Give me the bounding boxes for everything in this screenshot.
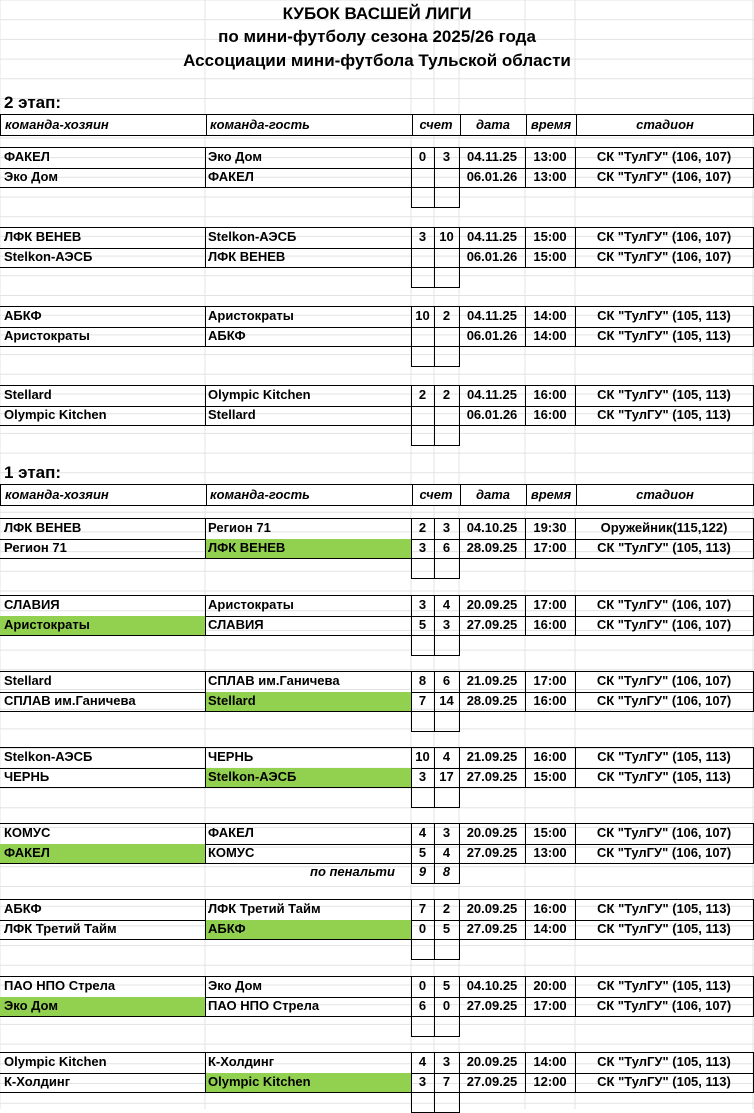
home-team: Аристократы — [4, 616, 90, 632]
column-border — [525, 306, 526, 346]
match-date: 04.10.25 — [466, 978, 518, 993]
match-date: 06.01.26 — [466, 406, 518, 422]
row-border — [0, 787, 754, 788]
score-box-bottom — [411, 445, 460, 446]
away-team: СЛАВИЯ — [208, 616, 264, 632]
row-border — [0, 267, 754, 268]
column-border — [575, 227, 576, 267]
column-border — [205, 823, 206, 863]
away-team: ФАКЕЛ — [208, 168, 254, 184]
stadium: СК "ТулГУ" (106, 107) — [596, 825, 732, 840]
away-team: Аристократы — [208, 597, 294, 612]
match-time: 13:00 — [533, 168, 567, 184]
score-border — [434, 518, 435, 578]
match-time: 16:00 — [533, 692, 567, 708]
score-home: 5 — [418, 616, 427, 632]
column-border — [205, 899, 206, 939]
column-border — [525, 147, 526, 187]
score-border — [411, 671, 412, 731]
stadium: СК "ТулГУ" (106, 107) — [596, 229, 732, 244]
column-border — [205, 671, 206, 711]
column-border — [525, 227, 526, 267]
away-team: ПАО НПО Стрела — [208, 997, 320, 1013]
score-border — [459, 518, 460, 578]
score-away: 0 — [442, 997, 451, 1013]
score-border — [459, 227, 460, 287]
away-team: Olympic Kitchen — [208, 1073, 311, 1089]
home-team: Olympic Kitchen — [4, 406, 107, 422]
match-time: 16:00 — [533, 406, 567, 422]
column-border — [205, 518, 206, 558]
away-team: ФАКЕЛ — [208, 825, 254, 840]
column-header-score: счет — [419, 487, 453, 502]
score-home: 6 — [418, 997, 427, 1013]
score-border — [434, 306, 435, 366]
match-time: 17:00 — [533, 997, 567, 1013]
column-border — [205, 385, 206, 425]
match-date: 06.01.26 — [466, 168, 518, 184]
match-date: 20.09.25 — [466, 901, 518, 916]
score-away: 6 — [442, 673, 451, 688]
match-date: 27.09.25 — [466, 768, 518, 784]
match-date: 21.09.25 — [466, 749, 518, 764]
column-header-home: команда-хозяин — [5, 117, 109, 132]
stage-label: 2 этап: — [4, 93, 62, 112]
stadium: СК "ТулГУ" (106, 107) — [596, 597, 732, 612]
score-border — [459, 899, 460, 959]
match-time: 15:00 — [533, 768, 567, 784]
column-header-stadium: стадион — [636, 117, 694, 132]
score-home: 10 — [415, 749, 430, 764]
column-border — [575, 147, 576, 187]
away-team: Stellard — [208, 406, 256, 422]
column-border — [205, 595, 206, 635]
away-team: Stelkon-АЭСБ — [208, 768, 297, 784]
stadium: СК "ТулГУ" (105, 113) — [597, 749, 731, 764]
score-away: 10 — [439, 229, 454, 244]
column-border — [205, 976, 206, 1016]
score-away: 3 — [442, 149, 451, 164]
score-away: 7 — [442, 1073, 451, 1089]
column-border — [575, 306, 576, 346]
header-divider — [412, 115, 413, 135]
score-border — [434, 595, 435, 655]
page-title: КУБОК ВАСШЕЙ ЛИГИ — [282, 4, 472, 23]
match-date: 04.11.25 — [467, 229, 517, 244]
home-team: Stelkon-АЭСБ — [4, 248, 93, 264]
home-team: Olympic Kitchen — [4, 1054, 107, 1069]
column-header-date: дата — [475, 487, 511, 502]
column-border — [525, 518, 526, 558]
match-time: 14:00 — [533, 327, 567, 343]
row-border — [0, 1092, 754, 1093]
column-border — [525, 385, 526, 425]
home-team: ЛФК ВЕНЕВ — [4, 229, 82, 244]
score-away: 14 — [439, 692, 454, 708]
score-border — [411, 899, 412, 959]
away-team: ЧЕРНЬ — [208, 749, 254, 764]
home-team: АБКФ — [4, 901, 42, 916]
column-border — [575, 518, 576, 558]
stadium: СК "ТулГУ" (105, 113) — [597, 1073, 731, 1089]
score-home: 0 — [418, 920, 427, 936]
stadium: СК "ТулГУ" (106, 107) — [596, 149, 732, 164]
away-team: Регион 71 — [208, 520, 271, 535]
home-team: СПЛАВ им.Ганичева — [4, 692, 136, 708]
match-date: 04.10.25 — [466, 520, 518, 535]
score-away: 5 — [442, 920, 451, 936]
header-divider — [526, 485, 527, 505]
column-border — [575, 976, 576, 1016]
home-team: Регион 71 — [4, 539, 67, 555]
row-border — [0, 346, 754, 347]
score-away: 3 — [442, 520, 451, 535]
match-date: 06.01.26 — [466, 248, 518, 264]
score-border — [434, 147, 435, 207]
score-border — [411, 306, 412, 366]
column-border — [575, 899, 576, 939]
score-home: 2 — [418, 520, 427, 535]
match-time: 13:00 — [533, 844, 567, 860]
column-header-row — [0, 484, 754, 506]
score-home: 4 — [418, 825, 427, 840]
score-box-bottom — [411, 287, 460, 288]
column-header-time: время — [530, 117, 572, 132]
match-date: 20.09.25 — [466, 825, 518, 840]
match-time: 16:00 — [533, 901, 567, 916]
score-home: 3 — [418, 597, 427, 612]
score-border — [434, 747, 435, 807]
column-border — [525, 595, 526, 635]
score-home: 7 — [418, 901, 427, 916]
row-border — [0, 635, 754, 636]
column-header-home: команда-хозяин — [5, 487, 109, 502]
penalty-score-home: 9 — [418, 864, 427, 879]
column-header-time: время — [530, 487, 572, 502]
match-date: 27.09.25 — [466, 997, 518, 1013]
score-home: 4 — [418, 1054, 427, 1069]
score-away: 3 — [442, 1054, 451, 1069]
score-box-bottom — [411, 959, 460, 960]
column-border — [575, 595, 576, 635]
score-border — [411, 747, 412, 807]
score-border — [459, 385, 460, 445]
score-border — [411, 227, 412, 287]
match-date: 04.11.25 — [467, 387, 517, 402]
match-date: 20.09.25 — [466, 1054, 518, 1069]
column-border — [525, 976, 526, 1016]
stadium: СК "ТулГУ" (105, 113) — [597, 920, 731, 936]
home-team: ЛФК ВЕНЕВ — [4, 520, 82, 535]
away-team: Эко Дом — [208, 149, 262, 164]
home-team: Stellard — [4, 673, 52, 688]
match-time: 16:00 — [533, 749, 567, 764]
score-box-bottom — [411, 655, 460, 656]
match-date: 28.09.25 — [466, 539, 518, 555]
match-time: 14:00 — [533, 920, 567, 936]
match-time: 14:00 — [533, 308, 567, 323]
score-box-bottom — [411, 1036, 460, 1037]
score-home: 7 — [418, 692, 427, 708]
score-box-bottom — [411, 207, 460, 208]
stadium: СК "ТулГУ" (105, 113) — [597, 406, 731, 422]
away-team: ЛФК ВЕНЕВ — [208, 539, 286, 555]
score-away: 17 — [439, 768, 454, 784]
column-border — [525, 823, 526, 863]
home-team: КОМУС — [4, 825, 51, 840]
away-team: К-Холдинг — [208, 1054, 275, 1069]
score-border — [434, 671, 435, 731]
column-header-away: команда-гость — [210, 117, 310, 132]
away-team: ЛФК Третий Тайм — [208, 901, 321, 916]
column-border — [525, 1052, 526, 1092]
column-border — [575, 385, 576, 425]
score-border — [411, 595, 412, 655]
away-team: АБКФ — [208, 327, 246, 343]
score-box-bottom — [411, 883, 460, 884]
score-away: 2 — [442, 901, 451, 916]
score-border — [459, 823, 460, 883]
score-away: 4 — [442, 844, 451, 860]
match-time: 17:00 — [533, 597, 567, 612]
stadium: СК "ТулГУ" (106, 107) — [596, 844, 732, 860]
home-team: ЧЕРНЬ — [4, 768, 50, 784]
home-team: Stellard — [4, 387, 52, 402]
column-border — [575, 671, 576, 711]
away-team: Olympic Kitchen — [208, 387, 311, 402]
score-border — [411, 976, 412, 1036]
header-divider — [576, 485, 577, 505]
row-border — [0, 939, 754, 940]
match-date: 20.09.25 — [466, 597, 518, 612]
match-date: 21.09.25 — [466, 673, 518, 688]
stadium: СК "ТулГУ" (106, 107) — [596, 616, 732, 632]
score-box-bottom — [411, 366, 460, 367]
score-home: 3 — [418, 539, 427, 555]
stadium: СК "ТулГУ" (105, 113) — [597, 327, 731, 343]
score-away: 3 — [442, 616, 451, 632]
row-border — [0, 558, 754, 559]
home-team: ПАО НПО Стрела — [4, 978, 116, 993]
stage-label: 1 этап: — [4, 463, 62, 482]
away-team: ЛФК ВЕНЕВ — [208, 248, 286, 264]
score-home: 3 — [418, 229, 427, 244]
score-border — [459, 306, 460, 366]
column-border — [575, 747, 576, 787]
match-date: 04.11.25 — [467, 149, 517, 164]
score-box-bottom — [411, 1112, 460, 1113]
home-team: К-Холдинг — [4, 1073, 71, 1089]
column-header-row — [0, 114, 754, 136]
score-border — [459, 147, 460, 207]
score-away: 3 — [442, 825, 451, 840]
match-time: 15:00 — [533, 248, 567, 264]
home-team: Эко Дом — [4, 997, 58, 1013]
match-time: 15:00 — [533, 229, 567, 244]
stadium: СК "ТулГУ" (105, 113) — [597, 387, 731, 402]
page-subtitle: по мини-футболу сезона 2025/26 года — [218, 27, 536, 46]
stadium: Оружейник(115,122) — [600, 520, 728, 535]
match-date: 28.09.25 — [466, 692, 518, 708]
match-date: 27.09.25 — [466, 920, 518, 936]
score-home: 3 — [418, 768, 427, 784]
stadium: СК "ТулГУ" (105, 113) — [597, 539, 731, 555]
score-away: 2 — [442, 387, 451, 402]
penalty-label: по пенальти — [310, 864, 395, 879]
score-box-bottom — [411, 731, 460, 732]
penalty-score-away: 8 — [442, 864, 451, 879]
match-time: 13:00 — [533, 149, 567, 164]
column-header-away: команда-гость — [210, 487, 310, 502]
column-border — [525, 671, 526, 711]
home-team: АБКФ — [4, 308, 42, 323]
header-divider — [526, 115, 527, 135]
score-border — [434, 385, 435, 445]
stadium: СК "ТулГУ" (106, 107) — [596, 168, 732, 184]
home-team: ФАКЕЛ — [4, 844, 50, 860]
score-border — [459, 595, 460, 655]
score-border — [459, 671, 460, 731]
stadium: СК "ТулГУ" (105, 113) — [597, 978, 731, 993]
header-divider — [412, 485, 413, 505]
score-border — [411, 823, 412, 883]
score-home: 0 — [418, 978, 427, 993]
score-border — [434, 1052, 435, 1112]
stadium: СК "ТулГУ" (105, 113) — [597, 768, 731, 784]
home-team: ФАКЕЛ — [4, 149, 50, 164]
away-team: Stelkon-АЭСБ — [208, 229, 297, 244]
score-home: 0 — [418, 149, 427, 164]
match-time: 20:00 — [533, 978, 567, 993]
score-away: 5 — [442, 978, 451, 993]
home-team: Stelkon-АЭСБ — [4, 749, 93, 764]
score-border — [411, 518, 412, 578]
match-date: 04.11.25 — [467, 308, 517, 323]
row-border — [0, 187, 754, 188]
score-border — [434, 823, 435, 883]
page-subtitle-org: Ассоциации мини-футбола Тульской области — [183, 51, 571, 70]
score-home: 3 — [418, 1073, 427, 1089]
match-time: 16:00 — [533, 616, 567, 632]
score-away: 2 — [442, 308, 451, 323]
score-border — [459, 976, 460, 1036]
column-border — [205, 227, 206, 267]
score-away: 6 — [442, 539, 451, 555]
stadium: СК "ТулГУ" (106, 107) — [596, 248, 732, 264]
column-border — [575, 823, 576, 863]
score-away: 4 — [442, 597, 451, 612]
score-border — [434, 976, 435, 1036]
stadium: СК "ТулГУ" (106, 107) — [596, 692, 732, 708]
match-date: 27.09.25 — [466, 844, 518, 860]
score-border — [459, 1052, 460, 1112]
away-team: Stellard — [208, 692, 256, 708]
home-team: ЛФК Третий Тайм — [4, 920, 117, 936]
match-date: 06.01.26 — [466, 327, 518, 343]
match-date: 27.09.25 — [466, 616, 518, 632]
home-team: СЛАВИЯ — [4, 597, 60, 612]
match-date: 27.09.25 — [466, 1073, 518, 1089]
stadium: СК "ТулГУ" (106, 107) — [596, 997, 732, 1013]
row-border — [0, 1016, 754, 1017]
score-box-bottom — [411, 578, 460, 579]
score-home: 10 — [415, 308, 430, 323]
match-time: 16:00 — [533, 387, 567, 402]
score-border — [411, 147, 412, 207]
away-team: Эко Дом — [208, 978, 262, 993]
column-border — [525, 747, 526, 787]
away-team: Аристократы — [208, 308, 294, 323]
score-home: 5 — [418, 844, 427, 860]
stadium: СК "ТулГУ" (105, 113) — [597, 308, 731, 323]
column-border — [205, 1052, 206, 1092]
score-border — [411, 385, 412, 445]
score-border — [434, 899, 435, 959]
row-border — [0, 425, 754, 426]
header-divider — [576, 115, 577, 135]
match-time: 14:00 — [533, 1054, 567, 1069]
header-divider — [206, 115, 207, 135]
match-time: 17:00 — [533, 539, 567, 555]
column-header-stadium: стадион — [636, 487, 694, 502]
stadium: СК "ТулГУ" (106, 107) — [596, 673, 732, 688]
column-header-date: дата — [475, 117, 511, 132]
row-border — [0, 711, 754, 712]
column-border — [205, 147, 206, 187]
score-home: 8 — [418, 673, 427, 688]
score-home: 2 — [418, 387, 427, 402]
header-divider — [206, 485, 207, 505]
column-border — [205, 747, 206, 787]
score-border — [434, 227, 435, 287]
match-time: 17:00 — [533, 673, 567, 688]
column-border — [205, 306, 206, 346]
stadium: СК "ТулГУ" (105, 113) — [597, 901, 731, 916]
column-border — [575, 1052, 576, 1092]
score-box-bottom — [411, 807, 460, 808]
away-team: КОМУС — [208, 844, 255, 860]
header-divider — [460, 485, 461, 505]
away-team: СПЛАВ им.Ганичева — [208, 673, 340, 688]
match-time: 19:30 — [533, 520, 567, 535]
away-team: АБКФ — [208, 920, 246, 936]
stadium: СК "ТулГУ" (105, 113) — [597, 1054, 731, 1069]
home-team: Эко Дом — [4, 168, 58, 184]
score-border — [411, 1052, 412, 1112]
column-border — [525, 899, 526, 939]
column-header-score: счет — [419, 117, 453, 132]
match-time: 12:00 — [533, 1073, 567, 1089]
home-team: Аристократы — [4, 327, 90, 343]
score-away: 4 — [442, 749, 451, 764]
match-time: 15:00 — [533, 825, 567, 840]
header-divider — [460, 115, 461, 135]
score-border — [459, 747, 460, 807]
